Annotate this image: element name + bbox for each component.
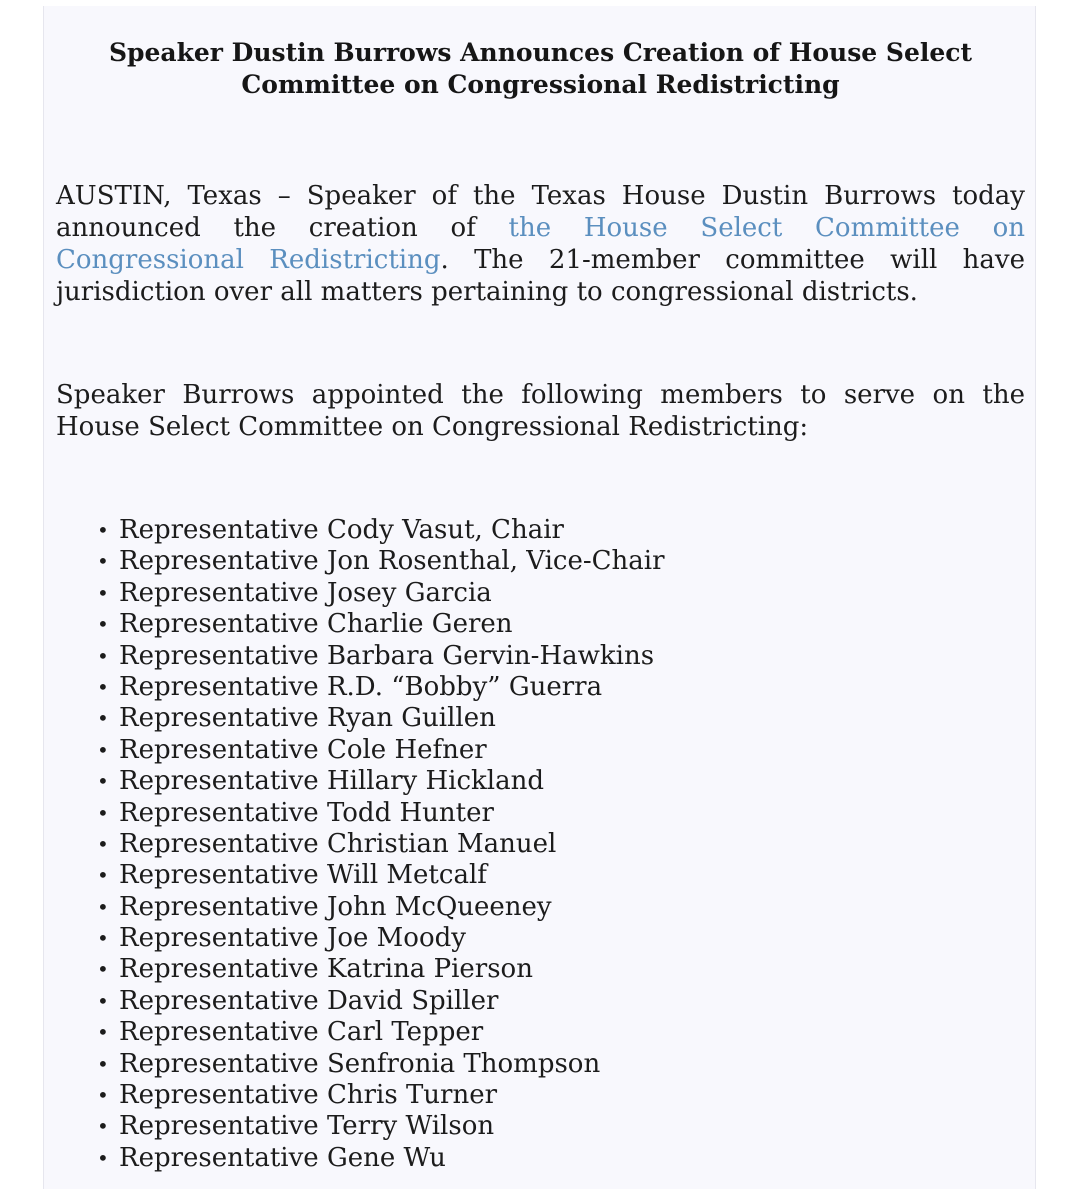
- bullet-icon: •: [97, 1083, 109, 1108]
- member-name: Representative Cole Hefner: [119, 734, 487, 765]
- intro-paragraph: [56, 180, 1025, 308]
- bullet-icon: •: [97, 643, 109, 668]
- member-name: Representative Cody Vasut, Chair: [119, 515, 564, 545]
- member-name: Representative Christian Manuel: [119, 828, 557, 859]
- member-list-item: [56, 860, 1025, 891]
- member-name: Representative David Spiller: [119, 985, 499, 1016]
- member-list-item: [56, 1049, 1025, 1080]
- member-name: Representative Charlie Geren: [119, 609, 513, 640]
- bullet-icon: •: [97, 1145, 109, 1170]
- bullet-icon: •: [97, 800, 109, 825]
- member-list-item: [56, 923, 1025, 954]
- bullet-icon: •: [97, 612, 109, 637]
- member-name: Representative Will Metcalf: [119, 860, 487, 891]
- member-name: Representative Hillary Hickland: [119, 766, 544, 797]
- member-name: Representative Barbara Gervin-Hawkins: [119, 640, 655, 671]
- member-name: Representative Gene Wu: [119, 1142, 446, 1173]
- member-name: Representative Ryan Guillen: [119, 703, 496, 734]
- member-list-item: [56, 641, 1025, 672]
- bullet-icon: •: [97, 1020, 109, 1045]
- member-name: Representative Chris Turner: [119, 1080, 498, 1111]
- member-list-item: [56, 578, 1025, 609]
- press-release-title: [56, 37, 1025, 101]
- member-list: [56, 515, 1025, 1174]
- bullet-icon: •: [97, 549, 109, 574]
- bullet-icon: •: [97, 674, 109, 699]
- bullet-icon: •: [97, 737, 109, 762]
- member-list-item: [56, 1111, 1025, 1142]
- press-release-page: [43, 6, 1036, 1189]
- member-list-item: [56, 609, 1025, 640]
- member-list-item: [56, 892, 1025, 923]
- appointment-paragraph: Speaker Burrows appointed the following members to serve on the House Select Committee on Congressional Redistricting:: [56, 380, 1025, 442]
- bullet-icon: •: [97, 894, 109, 919]
- member-name: Representative Josey Garcia: [119, 577, 492, 608]
- member-list-item: [56, 829, 1025, 860]
- bullet-icon: •: [97, 988, 109, 1013]
- member-name: Representative John McQueeney: [119, 891, 552, 922]
- member-name: Representative Todd Hunter: [119, 797, 494, 828]
- member-list-item: [56, 954, 1025, 985]
- bullet-icon: •: [97, 831, 109, 856]
- bullet-icon: •: [97, 706, 109, 731]
- intro-text-prefix: AUSTIN, Texas – Speaker of the Texas House Dustin Burrows today announced the creation of: [56, 181, 1025, 243]
- member-list-item: [56, 735, 1025, 766]
- intro-text-suffix: . The 21-member committee will have jurisdiction over all matters pertaining to congressional districts.: [56, 245, 1025, 307]
- member-list-item: [56, 766, 1025, 797]
- member-list-item: [56, 1017, 1025, 1048]
- bullet-icon: •: [97, 1051, 109, 1076]
- bullet-icon: •: [97, 518, 109, 542]
- bullet-icon: •: [97, 580, 109, 605]
- member-name: Representative Joe Moody: [119, 923, 466, 954]
- bullet-icon: •: [97, 1114, 109, 1139]
- bullet-icon: •: [97, 957, 109, 982]
- title-line-1: Speaker Dustin Burrows Announces Creation of House Select: [108, 38, 973, 67]
- bullet-icon: •: [97, 769, 109, 794]
- member-name: Representative Senfronia Thompson: [119, 1048, 601, 1079]
- member-list-item: [56, 515, 1025, 546]
- member-list-item: [56, 1080, 1025, 1111]
- member-name: Representative Terry Wilson: [119, 1111, 495, 1142]
- member-list-item: [56, 672, 1025, 703]
- title-line-2: Committee on Congressional Redistricting: [241, 70, 840, 99]
- member-name: Representative R.D. “Bobby” Guerra: [119, 671, 603, 702]
- bullet-icon: •: [97, 863, 109, 888]
- member-name: Representative Jon Rosenthal, Vice-Chair: [119, 546, 665, 577]
- member-list-item: [56, 703, 1025, 734]
- bullet-icon: •: [97, 926, 109, 951]
- member-name: Representative Carl Tepper: [119, 1017, 484, 1048]
- member-list-item: [56, 1143, 1025, 1174]
- committee-link[interactable]: the House Select Committee on Congressional Redistricting: [56, 213, 1025, 275]
- member-list-item: [56, 546, 1025, 577]
- member-name: Representative Katrina Pierson: [119, 954, 533, 985]
- member-list-item: [56, 798, 1025, 829]
- member-list-item: [56, 986, 1025, 1017]
